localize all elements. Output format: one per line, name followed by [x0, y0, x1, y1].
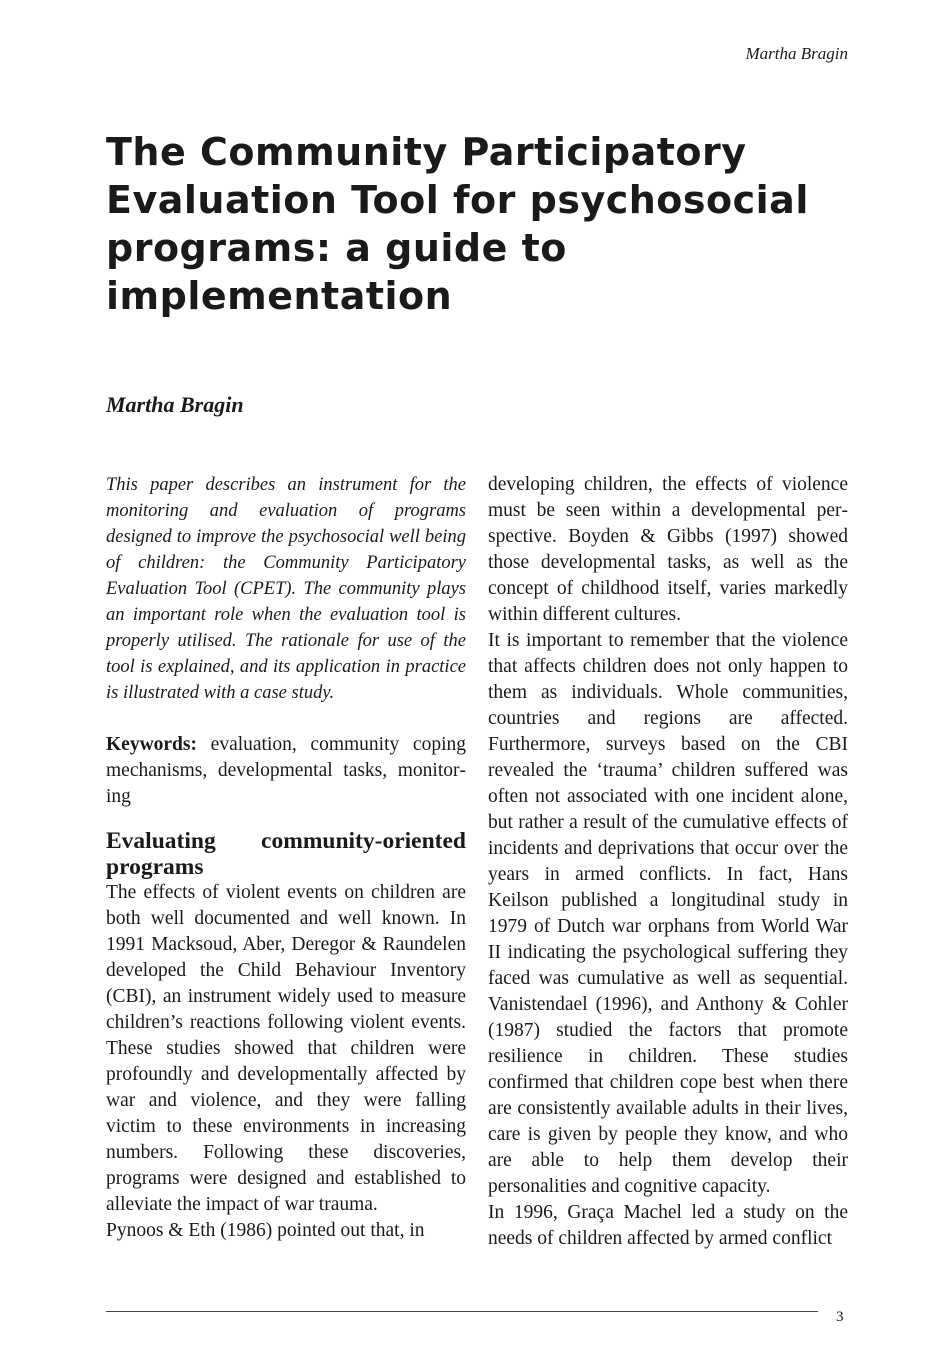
footer-rule — [106, 1311, 818, 1312]
keywords-text: evaluation, community coping mechanisms, developmental tasks, monitoring — [106, 734, 466, 807]
left-column — [106, 472, 466, 1244]
page-number: 3 — [836, 1309, 844, 1325]
abstract: This paper describes an instrument for the monitoring and evaluation of programs designed to improve the psychosocial well being of children: the Community Participatory Evaluation Tool (CPET). The community plays an important role when the evaluation tool is properly utilised. The rationale for use of the tool is explained, and its application in practice is illustrated with a case study. — [106, 475, 466, 703]
article-title: The Community Participatory Evaluation Tool for psychosocial programs: a guide to implementation — [106, 130, 809, 318]
section-heading: Evaluating community-oriented programs — [106, 828, 466, 880]
body-paragraph: Pynoos & Eth (1986) pointed out that, in — [106, 1220, 425, 1241]
keywords-label: Keywords: — [106, 734, 197, 755]
author-name: Martha Bragin — [106, 392, 244, 417]
body-paragraph: In 1996, Graça Machel led a study on the needs of children affected by armed conflict — [488, 1202, 848, 1249]
keywords — [106, 732, 466, 810]
body-paragraph: It is important to remember that the violence that affects children does not only happen to them as individuals. Whole communities, countries and regions are affected. Furthermore, surveys based on the CBI revealed the ‘trauma’ children suffered was often not associated with one incident alone, but rather a result of the cumulative effects of incidents and deprivations that occur over the years in armed conflicts. In fact, Hans Keilson published a longitudinal study in 1979 of Dutch war orphans from World War II indicating the psychological suffering they faced was cumulative as well as sequential. Vanistendael (1996), and Anthony & Cohler (1987) studied the factors that promote resilience in children. These studies confirmed that children cope best when there are consistently available adults in their lives, care is given by people they know, and who are able to help them develop their personalities and cognitive capacity. — [488, 630, 848, 1197]
right-column — [488, 472, 848, 1252]
body-paragraph: The effects of violent events on children are both well documented and well known. In 1991 Macksoud, Aber, Deregor & Raundelen developed the Child Behaviour Inventory (CBI), an instrument widely used to measure children’s reactions following violent events. These studies showed that children were profoundly and developmentally affected by war and violence, and they were falling victim to these environments in increasing numbers. Following these discoveries, programs were designed and established to alleviate the impact of war trauma. — [106, 882, 466, 1215]
running-head: Martha Bragin — [745, 44, 848, 63]
body-paragraph: developing children, the effects of violence must be seen within a developmental perspective. Boyden & Gibbs (1997) showed those developmental tasks, as well as the concept of childhood itself, varies markedly within different cultures. — [488, 474, 848, 625]
